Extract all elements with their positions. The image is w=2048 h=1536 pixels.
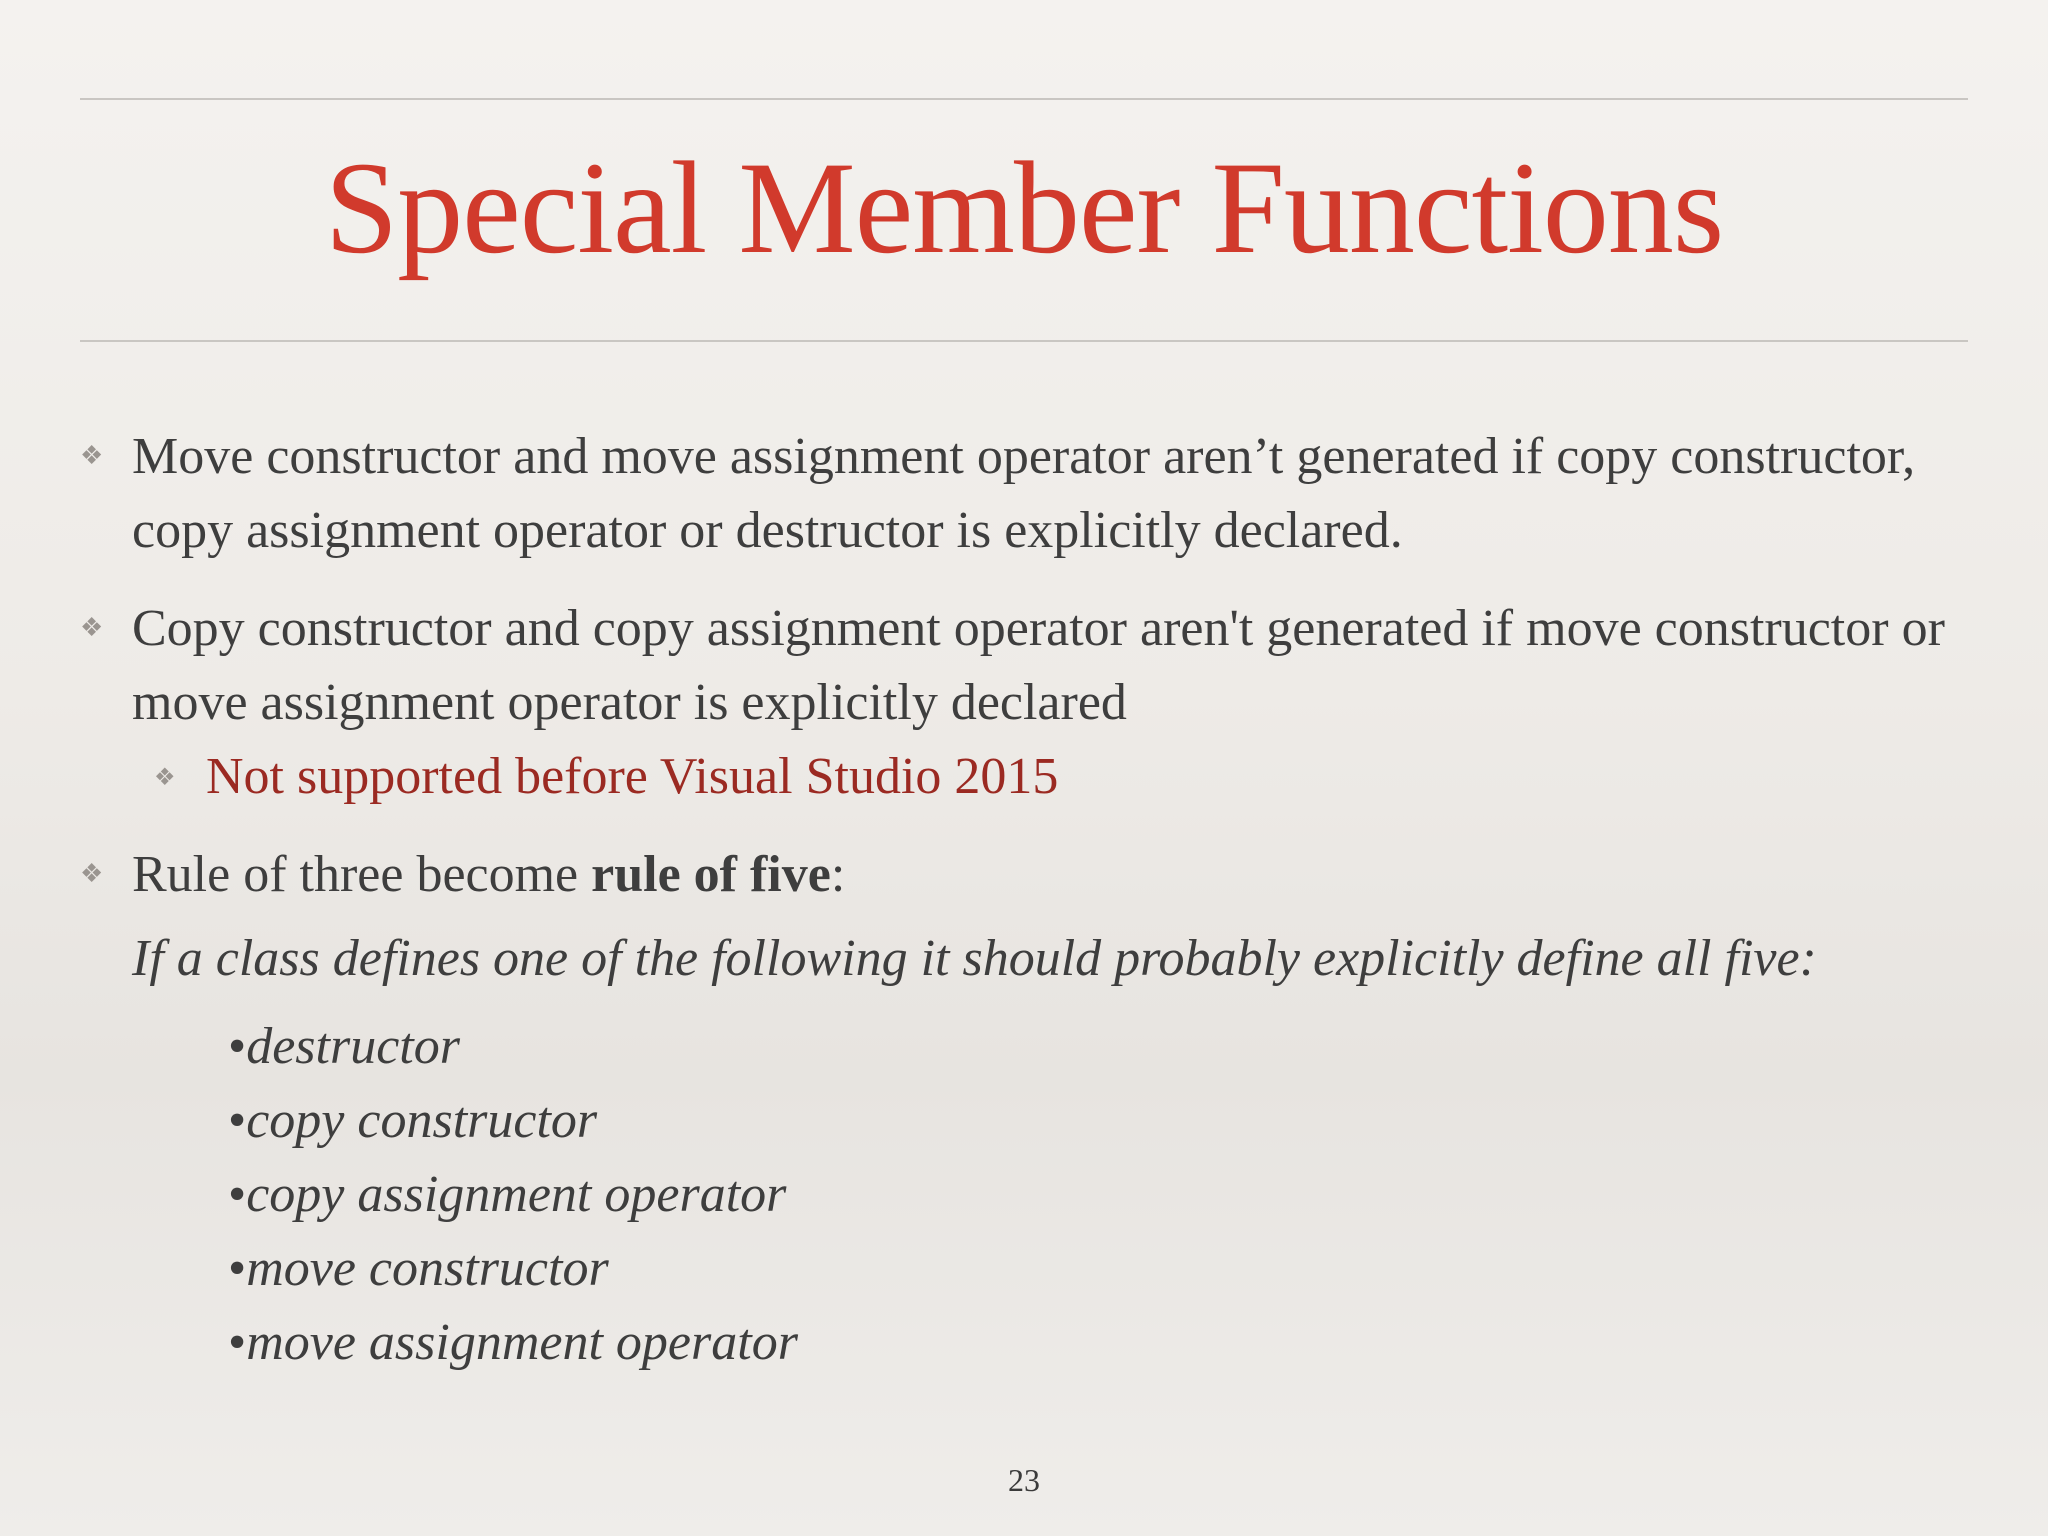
list-item-text: destructor [246,1018,460,1075]
bullet-dot-icon: • [228,1018,247,1075]
rule-suffix: : [830,846,846,903]
five-functions-list [132,1010,1970,1380]
list-item [228,1232,1970,1306]
diamond-bullet-icon: ❖ [80,441,104,470]
list-item [228,1158,1970,1232]
bullet-item-move [80,420,1970,568]
list-item-text: copy assignment operator [246,1166,787,1223]
italic-note: If a class defines one of the following it should probably explicitly define all five: [132,930,1817,987]
diamond-bullet-icon: ❖ [154,765,176,791]
page-number: 23 [1008,1462,1040,1498]
bullet-dot-icon: • [228,1166,247,1223]
rule-bold: rule of five [591,846,831,903]
list-item [228,1306,1970,1380]
sub-bullet-text: Not supported before Visual Studio 2015 [206,748,1059,805]
list-item [228,1084,1970,1158]
bullet-dot-icon: • [228,1092,247,1149]
bullet-list [80,420,1970,1380]
top-divider [80,98,1968,100]
title-divider [80,340,1968,342]
list-item [228,1010,1970,1084]
list-item-text: move assignment operator [246,1314,798,1371]
bullet-item-copy [80,592,1970,814]
rule-prefix: Rule of three become [132,846,592,903]
diamond-bullet-icon: ❖ [80,613,104,642]
bullet-dot-icon: • [228,1314,247,1371]
sub-bullet-item [154,740,1970,814]
bullet-text: Copy constructor and copy assignment operator aren't generated if move constructor or move assignment operator is explicitly declared [132,600,1945,731]
list-item-text: copy constructor [246,1092,598,1149]
bullet-item-rule-of-five [80,838,1970,1380]
bullet-dot-icon: • [228,1240,247,1297]
bullet-text: Move constructor and move assignment operator aren’t generated if copy constructor, copy assignment operator or destructor is explicitly declared. [132,428,1916,559]
diamond-bullet-icon: ❖ [80,859,104,888]
slide-title: Special Member Functions [324,134,1724,281]
list-item-text: move constructor [246,1240,609,1297]
